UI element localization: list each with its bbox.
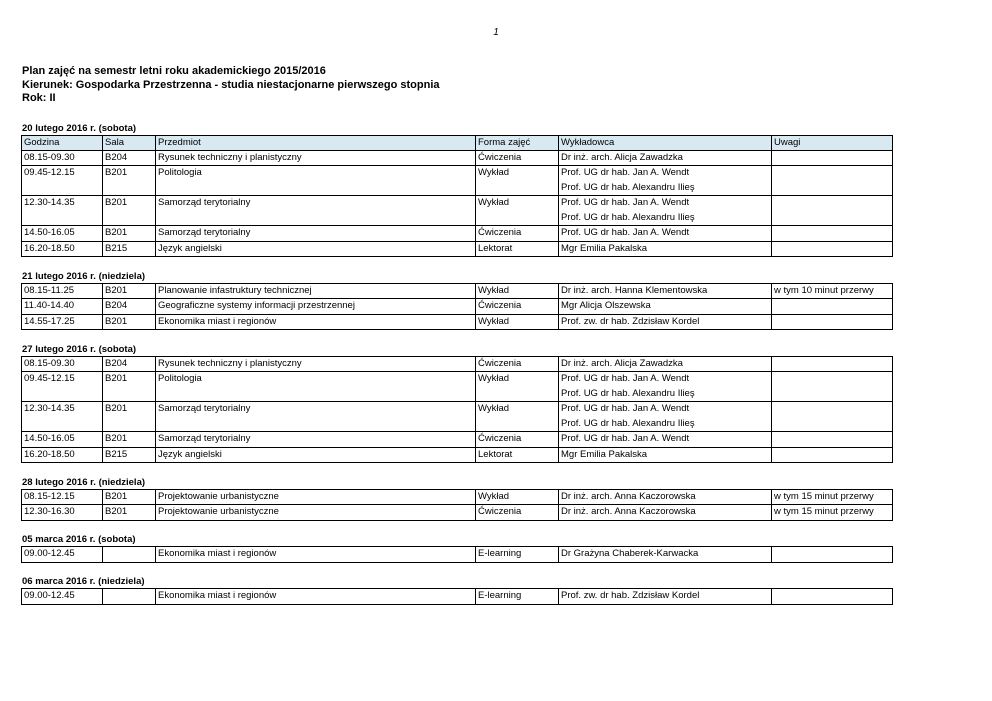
class-type-cell: Ćwiczenia (476, 299, 559, 315)
notes-cell (772, 402, 893, 432)
class-type-cell: Lektorat (476, 447, 559, 463)
lecturer-cell (559, 166, 772, 196)
page-number: 1 (493, 27, 499, 38)
column-header-notes: Uwagi (772, 136, 893, 151)
lecturer-cell (559, 196, 772, 226)
lecturer-name: Prof. UG dr hab. Alexandru Ilieş (561, 417, 695, 429)
lecturer-name: Dr inż. arch. Anna Kaczorowska (561, 490, 696, 502)
notes-cell (772, 589, 893, 605)
room-cell: B215 (103, 447, 156, 463)
lecturer-name: Prof. UG dr hab. Jan A. Wendt (561, 373, 690, 384)
table-row (22, 356, 893, 372)
lecturer-cell (559, 589, 772, 605)
lecturer-cell (559, 299, 772, 315)
room-cell: B204 (103, 299, 156, 315)
table-row (22, 505, 893, 521)
schedule-table (21, 546, 893, 563)
lecturer-name: Dr inż. arch. Anna Kaczorowska (561, 506, 696, 517)
class-type-cell: Lektorat (476, 241, 559, 257)
class-type-cell: Ćwiczenia (476, 432, 559, 448)
lecturer-name: Mgr Emilia Pakalska (561, 242, 648, 254)
lecturer-cell (559, 432, 772, 448)
table-row (22, 314, 893, 330)
class-type-cell: E-learning (476, 589, 559, 605)
room-cell: B201 (103, 226, 156, 242)
table-row (22, 589, 893, 605)
lecturer-cell (559, 226, 772, 242)
notes-cell (772, 241, 893, 257)
section-gap (21, 521, 892, 535)
hour-cell: 08.15-11.25 (22, 283, 103, 299)
lecturer-cell (559, 241, 772, 257)
notes-cell: w tym 10 minut przerwy (772, 283, 893, 299)
column-header-subject: Przedmiot (156, 136, 476, 151)
notes-cell (772, 314, 893, 330)
room-cell: B215 (103, 241, 156, 257)
schedule-table (21, 356, 893, 464)
table-row (22, 283, 893, 299)
room-cell: B204 (103, 356, 156, 372)
table-row (22, 489, 893, 505)
subject-cell: Geograficzne systemy informacji przestrzennej (156, 299, 476, 315)
lecturer-cell (559, 489, 772, 505)
hour-cell: 08.15-09.30 (22, 356, 103, 372)
day-heading: 05 marca 2016 r. (sobota) (22, 534, 136, 545)
hour-cell: 09.00-12.45 (22, 547, 103, 563)
notes-cell (772, 299, 893, 315)
room-cell: B201 (103, 505, 156, 521)
day-heading: 27 lutego 2016 r. (sobota) (22, 343, 137, 355)
room-cell: B201 (103, 314, 156, 330)
subject-cell: Rysunek techniczny i planistyczny (156, 150, 476, 166)
title-line-kierunek: Kierunek: Gospodarka Przestrzenna - studia niestacjonarne pierwszego stopnia (22, 78, 440, 91)
section-gap (21, 563, 892, 577)
notes-cell (772, 432, 893, 448)
subject-cell: Samorząd terytorialny (156, 226, 476, 242)
hour-cell: 16.20-18.50 (22, 241, 103, 257)
class-type-cell: Ćwiczenia (476, 356, 559, 372)
subject-cell: Politologia (156, 372, 476, 402)
lecturer-cell (559, 447, 772, 463)
table-row (22, 547, 893, 563)
hour-cell: 09.45-12.15 (22, 166, 103, 196)
table-row (22, 299, 893, 315)
subject-cell: Rysunek techniczny i planistyczny (156, 356, 476, 372)
room-cell: B201 (103, 402, 156, 432)
lecturer-name: Prof. UG dr hab. Alexandru Ilieş (561, 181, 695, 193)
lecturer-cell (559, 283, 772, 299)
lecturer-name: Prof. UG dr hab. Jan A. Wendt (561, 433, 690, 444)
table-row (22, 196, 893, 226)
class-type-cell: Wykład (476, 489, 559, 505)
class-type-cell: Ćwiczenia (476, 505, 559, 521)
lecturer-cell (559, 356, 772, 372)
lecturer-name: Mgr Alicja Olszewska (561, 300, 651, 311)
room-cell (103, 589, 156, 605)
hour-cell: 12.30-16.30 (22, 505, 103, 521)
schedule-table (21, 135, 893, 257)
hour-cell: 11.40-14.40 (22, 299, 103, 315)
hour-cell: 14.50-16.05 (22, 226, 103, 242)
lecturer-cell (559, 402, 772, 432)
hour-cell: 14.55-17.25 (22, 314, 103, 330)
room-cell: B201 (103, 489, 156, 505)
lecturer-cell (559, 547, 772, 563)
column-header-class-type: Forma zajęć (476, 136, 559, 151)
day-heading: 06 marca 2016 r. (niedziela) (22, 576, 145, 587)
day-heading: 20 lutego 2016 r. (sobota) (22, 123, 137, 134)
day-heading: 28 lutego 2016 r. (niedziela) (22, 476, 146, 488)
class-type-cell: Wykład (476, 283, 559, 299)
title-line-plan: Plan zajęć na semestr letni roku akademickiego 2015/2016 (22, 65, 326, 77)
class-type-cell: Wykład (476, 402, 559, 432)
lecturer-name: Prof. UG dr hab. Jan A. Wendt (561, 227, 690, 238)
class-type-cell: Wykład (476, 372, 559, 402)
subject-cell: Język angielski (156, 447, 476, 463)
room-cell: B201 (103, 283, 156, 299)
notes-cell (772, 166, 893, 196)
class-type-cell: Ćwiczenia (476, 226, 559, 242)
table-row (22, 372, 893, 402)
subject-cell: Samorząd terytorialny (156, 432, 476, 448)
hour-cell: 08.15-12.15 (22, 489, 103, 505)
hour-cell: 12.30-14.35 (22, 402, 103, 432)
section-gap (21, 463, 892, 477)
notes-cell (772, 226, 893, 242)
class-type-cell: E-learning (476, 547, 559, 563)
lecturer-name: Prof. UG dr hab. Jan A. Wendt (561, 167, 690, 178)
room-cell: B201 (103, 166, 156, 196)
lecturer-name: Dr inż. arch. Alicja Zawadzka (561, 357, 683, 369)
document-title (22, 65, 440, 106)
table-row (22, 226, 893, 242)
subject-cell: Ekonomika miast i regionów (156, 314, 476, 330)
class-type-cell: Wykład (476, 314, 559, 330)
subject-cell: Planowanie infastruktury technicznej (156, 283, 476, 299)
lecturer-cell (559, 150, 772, 166)
hour-cell: 12.30-14.35 (22, 196, 103, 226)
section-gap (21, 257, 892, 271)
notes-cell (772, 196, 893, 226)
hour-cell: 09.45-12.15 (22, 372, 103, 402)
notes-cell: w tym 15 minut przerwy (772, 505, 893, 521)
column-header-lecturer: Wykładowca (559, 136, 772, 151)
class-type-cell: Wykład (476, 196, 559, 226)
schedule-table (21, 588, 893, 605)
lecturer-name: Prof. UG dr hab. Alexandru Ilieş (561, 211, 695, 223)
lecturer-name: Dr inż. arch. Alicja Zawadzka (561, 151, 683, 163)
column-header-room: Sala (103, 136, 156, 151)
class-type-cell: Ćwiczenia (476, 150, 559, 166)
notes-cell: w tym 15 minut przerwy (772, 489, 893, 505)
column-header-hour: Godzina (22, 136, 103, 151)
table-row (22, 166, 893, 196)
subject-cell: Ekonomika miast i regionów (156, 547, 476, 563)
subject-cell: Projektowanie urbanistyczne (156, 505, 476, 521)
lecturer-name: Prof. UG dr hab. Jan A. Wendt (561, 403, 690, 414)
subject-cell: Projektowanie urbanistyczne (156, 489, 476, 505)
table-row (22, 432, 893, 448)
table-row (22, 150, 893, 166)
hour-cell: 14.50-16.05 (22, 432, 103, 448)
notes-cell (772, 447, 893, 463)
lecturer-name: Dr inż. arch. Hanna Klementowska (561, 284, 708, 296)
notes-cell (772, 356, 893, 372)
lecturer-name: Prof. UG dr hab. Jan A. Wendt (561, 197, 690, 208)
subject-cell: Samorząd terytorialny (156, 196, 476, 226)
notes-cell (772, 150, 893, 166)
section-gap (21, 330, 892, 344)
subject-cell: Język angielski (156, 241, 476, 257)
subject-cell: Politologia (156, 166, 476, 196)
lecturer-name: Dr Grażyna Chaberek-Karwacka (561, 548, 699, 559)
title-line-rok: Rok: II (22, 92, 56, 104)
lecturer-cell (559, 372, 772, 402)
subject-cell: Ekonomika miast i regionów (156, 589, 476, 605)
lecturer-name: Prof. zw. dr hab. Zdzisław Kordel (561, 315, 700, 327)
hour-cell: 16.20-18.50 (22, 447, 103, 463)
room-cell: B201 (103, 372, 156, 402)
notes-cell (772, 372, 893, 402)
lecturer-name: Prof. UG dr hab. Alexandru Ilieş (561, 387, 695, 399)
notes-cell (772, 547, 893, 563)
lecturer-name: Prof. zw. dr hab. Zdzisław Kordel (561, 590, 700, 601)
lecturer-cell (559, 505, 772, 521)
hour-cell: 08.15-09.30 (22, 150, 103, 166)
room-cell: B201 (103, 432, 156, 448)
schedule-table (21, 283, 893, 331)
table-row (22, 447, 893, 463)
room-cell: B201 (103, 196, 156, 226)
room-cell: B204 (103, 150, 156, 166)
room-cell (103, 547, 156, 563)
schedule-table (21, 489, 893, 521)
table-row (22, 241, 893, 257)
schedule-content (21, 123, 892, 605)
lecturer-name: Mgr Emilia Pakalska (561, 448, 648, 460)
subject-cell: Samorząd terytorialny (156, 402, 476, 432)
hour-cell: 09.00-12.45 (22, 589, 103, 605)
class-type-cell: Wykład (476, 166, 559, 196)
day-heading: 21 lutego 2016 r. (niedziela) (22, 270, 146, 282)
table-header-row (22, 136, 893, 151)
lecturer-cell (559, 314, 772, 330)
table-row (22, 402, 893, 432)
